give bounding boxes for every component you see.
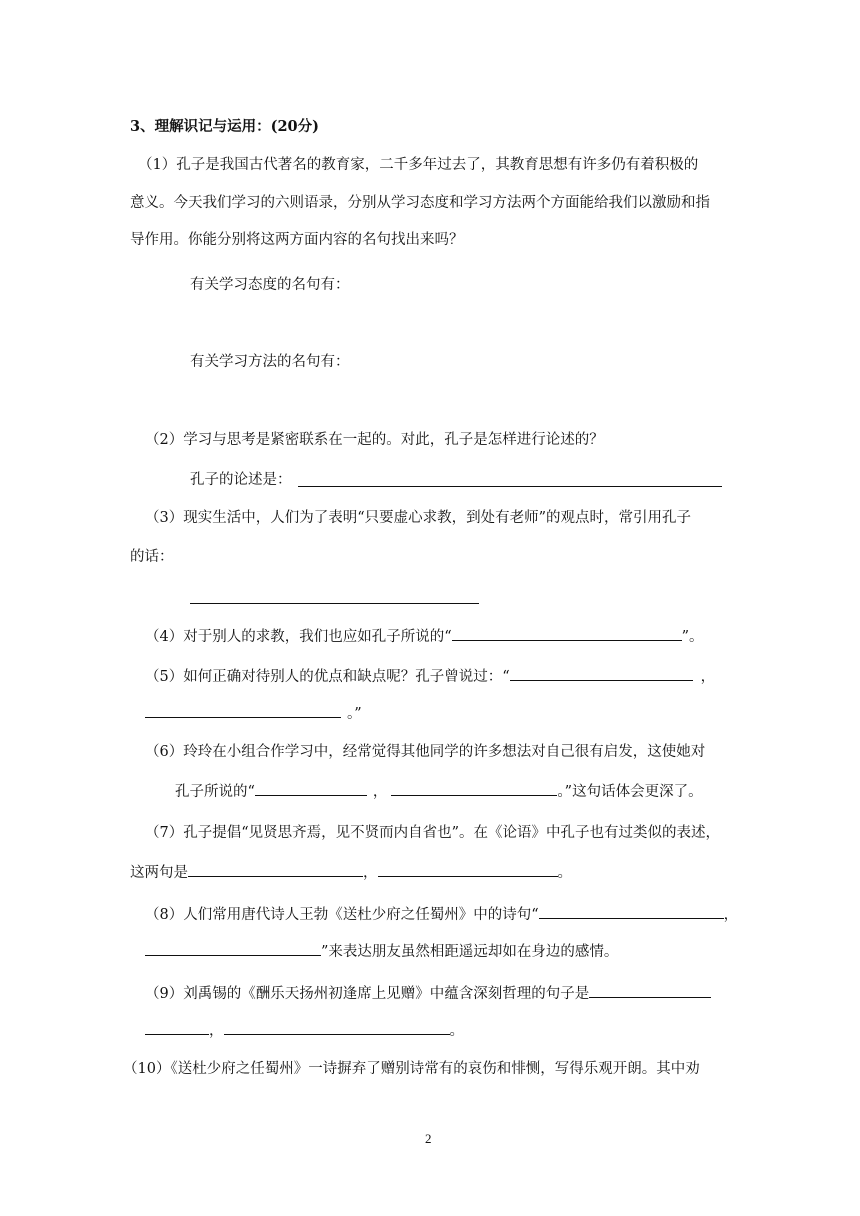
q6-line2 [175,781,703,802]
q9-line1 [145,983,711,1004]
q9-line2 [145,1020,464,1041]
q9-end: 。 [449,1023,464,1039]
q3-line2: 的话： [130,549,174,565]
q3-line1: （3）现实生活中，人们为了表明“只要虚心求教，到处有老师”的观点时，常引用孔子 [145,510,692,526]
q9-blank3 [224,1020,450,1035]
q7-line1: （7）孔子提倡“见贤思齐焉，见不贤而内自省也”。在《论语》中孔子也有过类似的表述， [145,825,721,841]
q2-text: （2）学习与思考是紧密联系在一起的。对此，孔子是怎样进行论述的？ [145,432,604,448]
q8-comma: ， [723,907,739,923]
q4-after: ”。 [681,629,704,645]
q1-method-prompt: 有关学习方法的名句有： [190,354,350,370]
q5-line2 [145,703,362,724]
q9-blank1 [589,983,711,998]
q6-comma: ， [372,784,388,800]
q7-end: 。 [557,865,572,881]
q3-answer-blank [190,603,479,604]
q4-blank [452,626,682,641]
q7-comma: ， [363,865,378,881]
q5-line1 [145,666,715,687]
q5-blank2 [145,703,341,718]
q2-answer-blank [298,486,722,487]
q7-blank1 [188,862,363,877]
q8-before: （8）人们常用唐代诗人王勃《送杜少府之任蜀州》中的诗句“ [145,907,539,923]
q1-line3: 导作用。你能分别将这两方面内容的名句找出来吗？ [130,232,464,248]
q9-blank2 [145,1020,209,1035]
q5-blank1 [510,666,693,681]
q8-after: ”来表达朋友虽然相距遥远却如在身边的感情。 [321,944,619,960]
q6-after: 。”这句话体会更深了。 [557,784,703,800]
q6-blank1 [255,781,367,796]
page-number: 2 [425,1131,432,1146]
q6-before: 孔子所说的“ [175,784,255,800]
q2-answer-prompt: 孔子的论述是： [190,472,292,488]
q8-line2 [145,941,618,962]
q8-blank1 [539,904,724,919]
q5-comma: ， [700,669,716,685]
q7-before: 这两句是 [130,865,188,881]
q4-line [145,626,704,647]
q8-line1 [145,904,738,925]
q8-blank2 [145,941,321,956]
q4-before: （4）对于别人的求教，我们也应如孔子所说的“ [145,629,452,645]
q6-blank2 [391,781,557,796]
q1-line2: 意义。今天我们学习的六则语录，分别从学习态度和学习方法两个方面能给我们以激励和指 [130,195,710,211]
section-title: 3、理解识记与运用：(20分) [130,118,319,135]
q7-blank2 [378,862,558,877]
q6-line1: （6）玲玲在小组合作学习中，经常觉得其他同学的许多想法对自己很有启发，这使她对 [145,744,706,760]
q10-line1: （10）《送杜少府之任蜀州》一诗摒弃了赠别诗常有的哀伤和悱恻，写得乐观开朗。其中劝 [123,1061,700,1077]
q9-comma: ， [209,1023,224,1039]
q7-line2 [130,862,572,883]
q5-end: 。” [347,706,362,722]
q5-before: （5）如何正确对待别人的优点和缺点呢？孔子曾说过：“ [145,669,510,685]
q9-text: （9）刘禹锡的《酬乐天扬州初逢席上见赠》中蕴含深刻哲理的句子是 [145,986,590,1002]
q1-line1: （1）孔子是我国古代著名的教育家，二千多年过去了，其教育思想有许多仍有着积极的 [138,157,699,173]
q1-attitude-prompt: 有关学习态度的名句有： [190,277,350,293]
